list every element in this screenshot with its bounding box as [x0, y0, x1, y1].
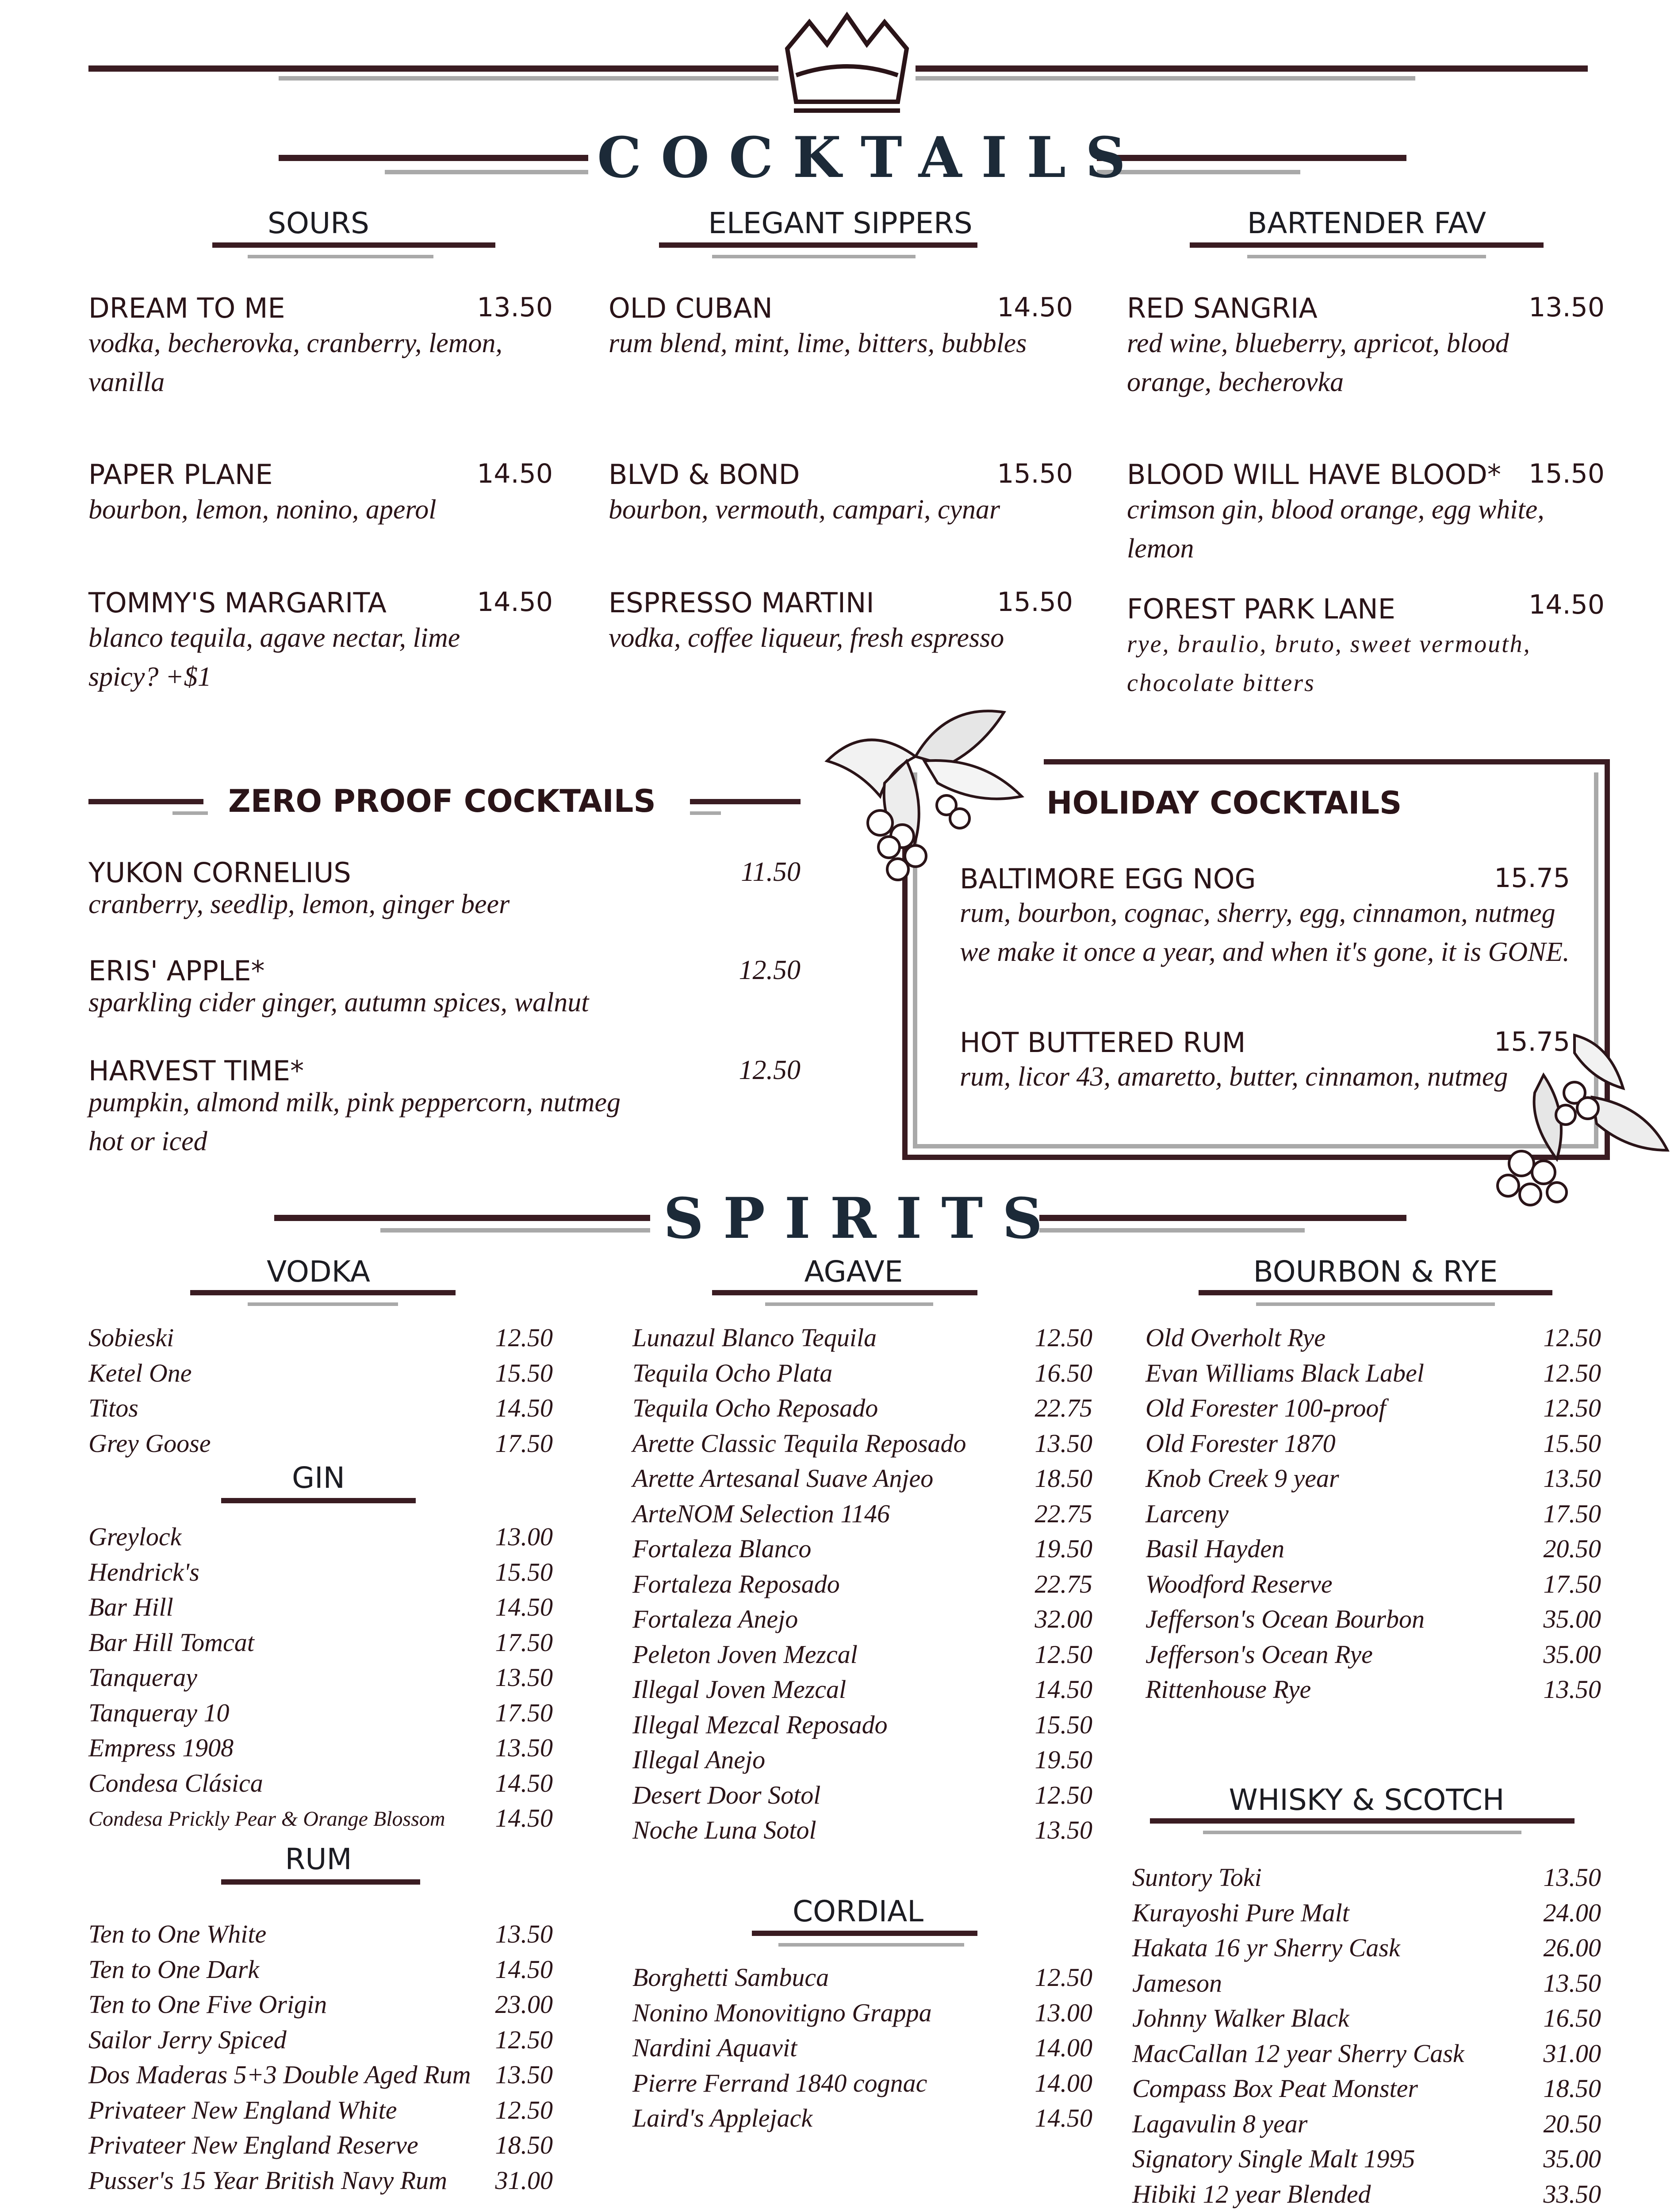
gin-rule — [221, 1498, 416, 1503]
item-name: PAPER PLANE — [88, 458, 273, 491]
cordial-rule-gray — [778, 1943, 964, 1947]
spirit-name: Larceny — [1145, 1499, 1229, 1528]
spirit-name: Peleton Joven Mezcal — [632, 1640, 858, 1669]
spirit-price: 23.00 — [495, 1990, 553, 2019]
spirit-name: Tequila Ocho Plata — [632, 1358, 833, 1387]
item-price: 14.50 — [477, 458, 553, 489]
spirit-row — [1132, 2144, 1601, 2178]
elegant-rule-gray — [712, 255, 916, 258]
item-name: BLOOD WILL HAVE BLOOD* — [1127, 458, 1501, 491]
spirit-name: Laird's Applejack — [632, 2104, 813, 2132]
spirits-heading: SPIRITS — [663, 1186, 1062, 1251]
spirit-name: Jefferson's Ocean Rye — [1145, 1640, 1373, 1669]
spirit-price: 24.00 — [1543, 1898, 1601, 1927]
item-name: TOMMY'S MARGARITA — [88, 587, 387, 619]
spirit-row — [632, 2068, 1092, 2103]
item-desc: bourbon, lemon, nonino, aperol — [88, 495, 437, 525]
whisky-heading: WHISKY & SCOTCH — [1229, 1783, 1505, 1817]
spirit-row — [88, 1628, 553, 1662]
spirit-name: Empress 1908 — [88, 1733, 234, 1762]
spirit-row — [632, 1463, 1092, 1498]
spirit-name: Signatory Single Malt 1995 — [1132, 2144, 1415, 2173]
spirit-price: 12.50 — [1543, 1394, 1601, 1422]
gin-heading: GIN — [292, 1461, 345, 1495]
spirit-name: Bar Hill Tomcat — [88, 1628, 254, 1657]
spirit-name: Jefferson's Ocean Bourbon — [1145, 1605, 1425, 1633]
spirit-name: Lagavulin 8 year — [1132, 2109, 1308, 2138]
spirit-price: 22.75 — [1034, 1499, 1092, 1528]
holiday-item — [960, 863, 1570, 969]
spirits-rule-left-gray — [380, 1228, 650, 1233]
spirit-row — [632, 1815, 1092, 1850]
bourbon-heading: BOURBON & RYE — [1253, 1255, 1498, 1289]
spirit-price: 12.50 — [1543, 1323, 1601, 1352]
spirit-row — [88, 1768, 553, 1803]
bourbon-rule — [1199, 1290, 1552, 1295]
spirit-row — [1132, 2109, 1601, 2143]
spirit-name: Illegal Mezcal Reposado — [632, 1710, 888, 1739]
zero-rule-left-gray — [172, 811, 208, 815]
spirit-price: 17.50 — [495, 1429, 553, 1458]
item-price: 14.50 — [997, 292, 1073, 323]
spirit-price: 13.00 — [495, 1522, 553, 1551]
spirit-price: 15.50 — [1034, 1710, 1092, 1739]
spirit-name: Old Forester 1870 — [1145, 1429, 1336, 1458]
spirit-row — [632, 1604, 1092, 1639]
spirit-name: Woodford Reserve — [1145, 1569, 1333, 1598]
whisky-rule — [1150, 1818, 1575, 1824]
item-name: BLVD & BOND — [609, 458, 800, 491]
spirit-name: Privateer New England White — [88, 2095, 397, 2124]
spirit-name: Tanqueray — [88, 1663, 197, 1692]
spirit-row — [632, 1998, 1092, 2032]
spirit-row — [1132, 2074, 1601, 2108]
spirit-price: 14.50 — [495, 1394, 553, 1422]
vodka-heading: VODKA — [266, 1255, 371, 1289]
spirit-name: Titos — [88, 1394, 138, 1422]
spirit-price: 35.00 — [1543, 1605, 1601, 1633]
spirit-name: Fortaleza Anejo — [632, 1605, 798, 1633]
spirit-name: Tanqueray 10 — [88, 1698, 230, 1727]
zero-item — [88, 955, 801, 1025]
top-rule-left-gray — [279, 76, 778, 81]
spirit-name: Old Forester 100-proof — [1145, 1394, 1386, 1422]
zero-rule-right-gray — [690, 811, 721, 815]
elegant-rule — [659, 242, 977, 248]
spirit-name: Bar Hill — [88, 1593, 173, 1621]
zero-item — [88, 1055, 801, 1170]
sours-rule — [212, 242, 495, 248]
item-price: 15.75 — [1494, 1026, 1570, 1057]
spirit-name: Old Overholt Rye — [1145, 1323, 1326, 1352]
spirit-price: 17.50 — [1543, 1569, 1601, 1598]
spirit-price: 33.50 — [1543, 2179, 1601, 2208]
cocktail-item — [88, 587, 553, 702]
spirit-name: Lunazul Blanco Tequila — [632, 1323, 877, 1352]
cocktail-item — [1127, 458, 1605, 564]
spirit-price: 13.50 — [1543, 1968, 1601, 1997]
spirit-name: Nonino Monovitigno Grappa — [632, 1998, 932, 2027]
spirit-price: 13.50 — [495, 2060, 553, 2089]
top-rule-right — [916, 65, 1588, 72]
spirit-name: Nardini Aquavit — [632, 2033, 797, 2062]
spirit-name: Ten to One White — [88, 1920, 267, 1948]
spirit-row — [632, 1569, 1092, 1604]
spirit-price: 12.50 — [495, 2025, 553, 2054]
spirit-row — [1132, 1968, 1601, 2003]
spirit-row — [88, 1323, 553, 1357]
zero-item — [88, 856, 801, 927]
zero-rule-left — [88, 799, 203, 804]
spirit-row — [632, 1962, 1092, 1997]
spirit-price: 13.50 — [495, 1663, 553, 1692]
spirit-price: 13.50 — [495, 1733, 553, 1762]
spirit-row — [1145, 1604, 1601, 1639]
spirit-row — [88, 1663, 553, 1697]
zero-rule-right — [690, 799, 801, 804]
spirit-row — [88, 1429, 553, 1463]
item-desc: crimson gin, blood orange, egg white, lemon — [1127, 495, 1544, 564]
item-price: 15.50 — [997, 458, 1073, 489]
spirit-row — [1145, 1429, 1601, 1463]
spirit-price: 17.50 — [1543, 1499, 1601, 1528]
rum-rule — [221, 1879, 420, 1885]
spirit-row — [88, 1592, 553, 1627]
spirit-price: 17.50 — [495, 1698, 553, 1727]
spirit-price: 31.00 — [1543, 2039, 1601, 2068]
spirit-price: 13.50 — [1543, 1464, 1601, 1493]
item-desc: sparkling cider ginger, autumn spices, walnut — [88, 987, 589, 1018]
spirit-price: 14.50 — [495, 1593, 553, 1621]
spirit-price: 13.50 — [1543, 1675, 1601, 1704]
vodka-rule-gray — [248, 1302, 398, 1306]
spirit-price: 12.50 — [495, 1323, 553, 1352]
item-name: FOREST PARK LANE — [1127, 593, 1395, 625]
spirit-name: ArteNOM Selection 1146 — [632, 1499, 890, 1528]
spirit-name: Sailor Jerry Spiced — [88, 2025, 287, 2054]
item-name: RED SANGRIA — [1127, 292, 1318, 324]
item-desc: rum blend, mint, lime, bitters, bubbles — [609, 328, 1027, 358]
spirit-name: Dos Maderas 5+3 Double Aged Rum — [88, 2060, 471, 2089]
spirit-row — [632, 1499, 1092, 1533]
spirit-name: Condesa Prickly Pear & Orange Blossom — [88, 1807, 445, 1831]
spirit-row — [88, 1557, 553, 1592]
spirit-name: Basil Hayden — [1145, 1534, 1285, 1563]
spirit-row — [88, 1989, 553, 2024]
spirit-row — [1145, 1499, 1601, 1533]
item-price: 13.50 — [477, 292, 553, 323]
crown-icon — [778, 9, 916, 119]
spirit-price: 35.00 — [1543, 2144, 1601, 2173]
spirit-row — [632, 1710, 1092, 1744]
spirit-name: Illegal Joven Mezcal — [632, 1675, 847, 1704]
spirit-row — [632, 1358, 1092, 1393]
spirit-name: Grey Goose — [88, 1429, 211, 1458]
spirit-name: Ketel One — [88, 1358, 192, 1387]
spirit-name: Privateer New England Reserve — [88, 2131, 418, 2159]
vodka-rule — [190, 1290, 456, 1295]
spirit-name: Pierre Ferrand 1840 cognac — [632, 2068, 927, 2097]
sours-rule-gray — [248, 255, 433, 258]
spirit-price: 14.00 — [1034, 2068, 1092, 2097]
spirit-price: 12.50 — [1034, 1963, 1092, 1992]
spirit-price: 14.50 — [1034, 1675, 1092, 1704]
agave-rule-gray — [765, 1302, 933, 1306]
bartender-rule — [1190, 242, 1544, 248]
spirit-row — [88, 2130, 553, 2165]
spirit-row — [88, 2166, 553, 2200]
item-price: 15.75 — [1494, 863, 1570, 894]
spirit-price: 16.50 — [1034, 1358, 1092, 1387]
spirit-name: Hakata 16 yr Sherry Cask — [1132, 1933, 1400, 1962]
spirit-price: 14.50 — [495, 1768, 553, 1797]
item-desc: blanco tequila, agave nectar, lime — [88, 623, 460, 653]
spirit-row — [88, 1955, 553, 1989]
spirit-name: Greylock — [88, 1522, 182, 1551]
item-name: OLD CUBAN — [609, 292, 773, 324]
whisky-rule-gray — [1203, 1831, 1521, 1834]
item-price: 12.50 — [739, 1055, 801, 1085]
spirit-name: Compass Box Peat Monster — [1132, 2074, 1418, 2103]
spirit-price: 14.50 — [1034, 2104, 1092, 2132]
spirit-row — [632, 1393, 1092, 1428]
spirit-price: 12.50 — [1543, 1358, 1601, 1387]
zero-proof-heading: ZERO PROOF COCKTAILS — [228, 783, 656, 819]
spirit-row — [88, 1919, 553, 1954]
spirit-price: 14.50 — [495, 1955, 553, 1984]
spirit-name: Illegal Anejo — [632, 1745, 766, 1774]
spirit-row — [1145, 1393, 1601, 1428]
spirit-name: Kurayoshi Pure Malt — [1132, 1898, 1349, 1927]
spirit-row — [88, 1358, 553, 1393]
spirit-row — [1145, 1674, 1601, 1709]
spirit-price: 12.50 — [1034, 1323, 1092, 1352]
spirit-price: 15.50 — [495, 1557, 553, 1586]
cocktail-item — [609, 292, 1073, 363]
cocktail-item — [1127, 292, 1605, 407]
spirit-name: Hibiki 12 year Blended — [1132, 2179, 1371, 2208]
sours-heading: SOURS — [268, 206, 369, 240]
spirit-row — [1145, 1463, 1601, 1498]
spirit-row — [632, 2033, 1092, 2067]
spirit-row — [1132, 2003, 1601, 2038]
spirit-row — [88, 2060, 553, 2094]
cordial-heading: CORDIAL — [792, 1894, 924, 1928]
item-desc: rum, bourbon, cognac, sherry, egg, cinnamon, nutmeg — [960, 898, 1555, 928]
holly-icon — [1477, 1018, 1676, 1221]
spirit-name: Desert Door Sotol — [632, 1780, 821, 1809]
spirit-row — [1145, 1358, 1601, 1393]
spirit-row — [632, 1780, 1092, 1815]
agave-heading: AGAVE — [804, 1255, 903, 1289]
spirit-price: 19.50 — [1034, 1534, 1092, 1563]
spirit-price: 18.50 — [1543, 2074, 1601, 2103]
item-name: DREAM TO ME — [88, 292, 285, 324]
item-desc: rye, braulio, bruto, sweet vermouth, chocolate bitters — [1127, 630, 1531, 697]
spirit-row — [88, 1733, 553, 1767]
spirit-price: 31.00 — [495, 2166, 553, 2195]
bourbon-rule-gray — [1256, 1302, 1495, 1306]
spirit-price: 16.50 — [1543, 2004, 1601, 2032]
spirit-name: Evan Williams Black Label — [1145, 1358, 1424, 1387]
top-rule-left — [88, 65, 778, 72]
spirit-name: Hendrick's — [88, 1557, 199, 1586]
cocktail-item — [609, 458, 1073, 529]
item-note: spicy? +$1 — [88, 662, 211, 692]
spirit-row — [1132, 1933, 1601, 1967]
spirit-row — [1132, 2179, 1601, 2212]
item-name: BALTIMORE EGG NOG — [960, 863, 1256, 895]
spirit-price: 12.50 — [1034, 1780, 1092, 1809]
item-price: 14.50 — [1529, 589, 1605, 620]
cocktail-item — [88, 292, 553, 407]
spirit-price: 22.75 — [1034, 1394, 1092, 1422]
bartender-heading: BARTENDER FAV — [1247, 206, 1486, 240]
spirit-name: Fortaleza Reposado — [632, 1569, 840, 1598]
spirit-name: Ten to One Five Origin — [88, 1990, 327, 2019]
item-price: 11.50 — [741, 857, 801, 887]
cocktails-rule-left — [279, 155, 588, 161]
spirit-price: 20.50 — [1543, 1534, 1601, 1563]
item-note: hot or iced — [88, 1126, 207, 1156]
spirit-name: Noche Luna Sotol — [632, 1816, 816, 1844]
cocktails-rule-left-gray — [385, 170, 588, 174]
spirits-rule-left — [274, 1215, 650, 1221]
spirit-price: 13.00 — [1034, 1998, 1092, 2027]
item-price: 15.50 — [997, 587, 1073, 618]
spirit-row — [88, 1698, 553, 1732]
rum-heading: RUM — [285, 1842, 352, 1876]
item-desc: rum, licor 43, amaretto, butter, cinnamon, nutmeg — [960, 1062, 1508, 1092]
item-desc: bourbon, vermouth, campari, cynar — [609, 495, 1000, 525]
cocktail-item — [1127, 591, 1605, 706]
spirit-price: 14.00 — [1034, 2033, 1092, 2062]
spirit-name: Arette Classic Tequila Reposado — [632, 1429, 966, 1458]
spirit-price: 17.50 — [495, 1628, 553, 1657]
item-name: HOT BUTTERED RUM — [960, 1026, 1246, 1059]
item-desc: red wine, blueberry, apricot, blood orange, becherovka — [1127, 328, 1509, 397]
spirit-row — [88, 2095, 553, 2130]
spirit-name: Johnny Walker Black — [1132, 2004, 1349, 2032]
spirit-price: 14.50 — [495, 1804, 553, 1832]
spirit-price: 15.50 — [495, 1358, 553, 1387]
spirit-price: 13.50 — [495, 1920, 553, 1948]
spirit-row — [632, 1323, 1092, 1357]
item-name: YUKON CORNELIUS — [88, 856, 351, 889]
spirit-row — [632, 1534, 1092, 1568]
spirit-row — [1132, 1898, 1601, 1932]
item-desc: vodka, becherovka, cranberry, lemon, vanilla — [88, 328, 502, 397]
item-name: ESPRESSO MARTINI — [609, 587, 874, 619]
item-name: ERIS' APPLE* — [88, 955, 265, 987]
spirit-price: 13.50 — [1034, 1429, 1092, 1458]
spirit-row — [632, 1640, 1092, 1674]
spirit-price: 13.50 — [1543, 1863, 1601, 1892]
spirit-price: 26.00 — [1543, 1933, 1601, 1962]
item-desc: pumpkin, almond milk, pink peppercorn, nutmeg — [88, 1087, 621, 1118]
spirit-price: 13.50 — [1034, 1816, 1092, 1844]
item-desc: cranberry, seedlip, lemon, ginger beer — [88, 889, 510, 919]
spirit-row — [632, 2103, 1092, 2138]
spirit-name: Sobieski — [88, 1323, 174, 1352]
spirit-price: 12.50 — [1034, 1640, 1092, 1669]
top-rule-right-gray — [916, 76, 1415, 81]
spirit-row — [1145, 1569, 1601, 1604]
spirit-row — [88, 1803, 553, 1838]
spirit-row — [88, 1522, 553, 1556]
spirit-name: Suntory Toki — [1132, 1863, 1262, 1892]
spirit-name: Fortaleza Blanco — [632, 1534, 812, 1563]
spirit-name: Arette Artesanal Suave Anjeo — [632, 1464, 934, 1493]
item-price: 14.50 — [477, 587, 553, 618]
spirit-price: 35.00 — [1543, 1640, 1601, 1669]
spirit-price: 19.50 — [1034, 1745, 1092, 1774]
cocktails-heading: COCKTAILS — [597, 125, 1145, 190]
agave-rule — [712, 1290, 977, 1295]
item-name: HARVEST TIME* — [88, 1055, 304, 1087]
spirit-row — [1145, 1534, 1601, 1568]
spirit-price: 32.00 — [1034, 1605, 1092, 1633]
item-price: 12.50 — [739, 955, 801, 985]
cordial-rule — [752, 1931, 977, 1936]
item-price: 15.50 — [1529, 458, 1605, 489]
item-note: we make it once a year, and when it's gone, it is GONE. — [960, 937, 1570, 967]
spirits-rule-right-gray — [1039, 1228, 1305, 1233]
spirit-name: MacCallan 12 year Sherry Cask — [1132, 2039, 1464, 2068]
elegant-heading: ELEGANT SIPPERS — [708, 206, 973, 240]
spirit-name: Jameson — [1132, 1968, 1222, 1997]
spirit-row — [88, 1393, 553, 1428]
spirit-price: 12.50 — [495, 2095, 553, 2124]
spirit-row — [1145, 1323, 1601, 1357]
bartender-rule-gray — [1247, 255, 1486, 258]
cocktail-item — [88, 458, 553, 529]
spirit-row — [1132, 2039, 1601, 2073]
item-desc: vodka, coffee liqueur, fresh espresso — [609, 623, 1004, 653]
spirit-row — [1132, 1863, 1601, 1897]
item-price: 13.50 — [1529, 292, 1605, 323]
spirit-price: 18.50 — [1034, 1464, 1092, 1493]
spirit-name: Condesa Clásica — [88, 1768, 263, 1797]
spirit-row — [632, 1674, 1092, 1709]
spirits-rule-right — [1039, 1215, 1406, 1221]
spirit-name: Tequila Ocho Reposado — [632, 1394, 878, 1422]
holly-icon — [814, 695, 1044, 916]
spirit-name: Ten to One Dark — [88, 1955, 260, 1984]
spirit-row — [88, 2025, 553, 2059]
spirit-price: 22.75 — [1034, 1569, 1092, 1598]
spirit-name: Pusser's 15 Year British Navy Rum — [88, 2166, 448, 2195]
cocktail-item — [609, 587, 1073, 657]
spirit-row — [632, 1745, 1092, 1779]
spirit-name: Knob Creek 9 year — [1145, 1464, 1339, 1493]
spirit-row — [1145, 1640, 1601, 1674]
spirit-price: 15.50 — [1543, 1429, 1601, 1458]
spirit-price: 20.50 — [1543, 2109, 1601, 2138]
spirit-price: 18.50 — [495, 2131, 553, 2159]
spirit-name: Rittenhouse Rye — [1145, 1675, 1311, 1704]
spirit-name: Borghetti Sambuca — [632, 1963, 829, 1992]
spirit-row — [632, 1429, 1092, 1463]
holiday-heading: HOLIDAY COCKTAILS — [1042, 785, 1406, 821]
